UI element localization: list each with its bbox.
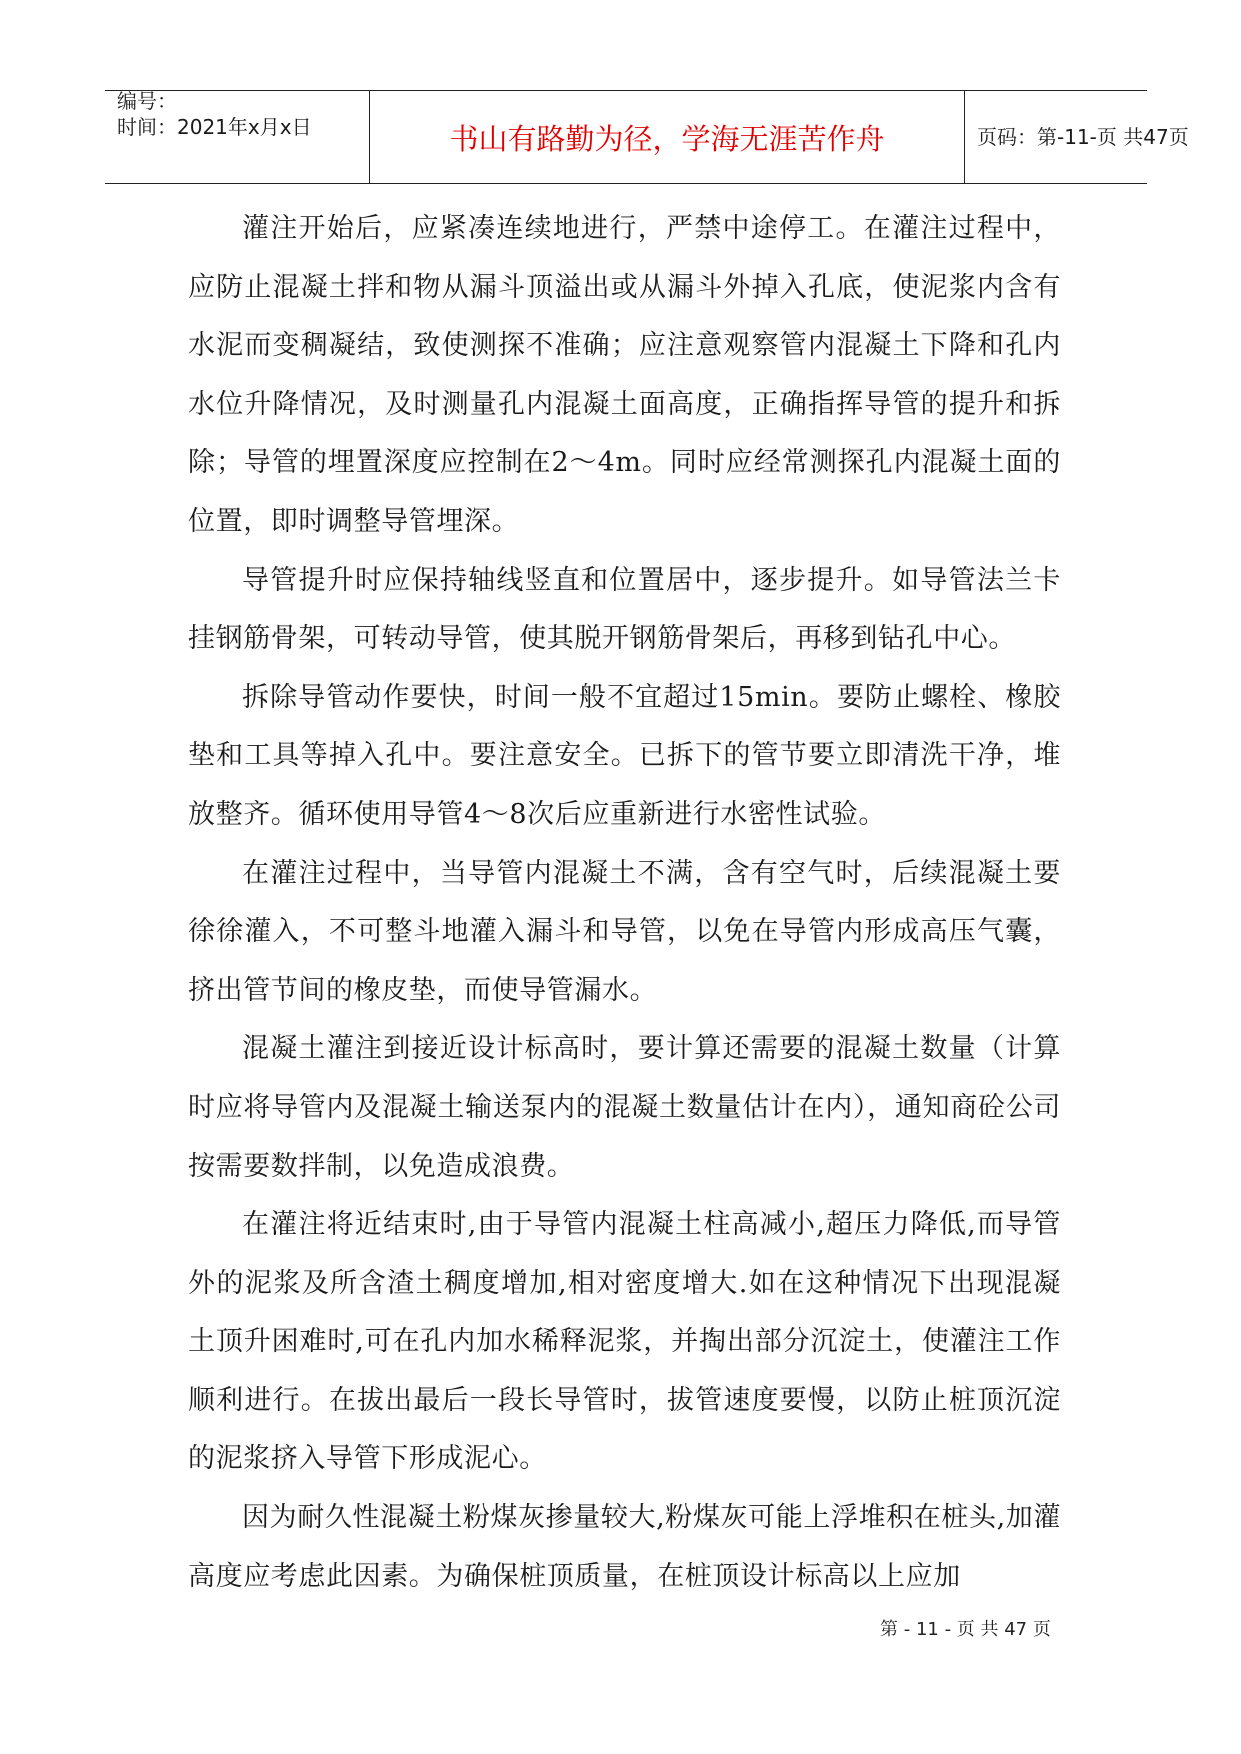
header-motto-cell — [369, 91, 965, 183]
paragraph-quantity-calc: 混凝土灌注到接近设计标高时，要计算还需要的混凝土数量（计算时应将导管内及混凝土输送泵内的混凝土数量估计在内），通知商砼公司按需要数拌制，以免造成浪费。 — [188, 1033, 1061, 1182]
time-label: 时间：2021年x月x日 — [117, 115, 312, 139]
serial-number-label: 编号： — [117, 89, 177, 113]
document-body — [188, 200, 1061, 1606]
motto-text: 书山有路勤为径，学海无涯苦作舟 — [449, 122, 885, 156]
paragraph-pipe-removal: 拆除导管动作要快，时间一般不宜超过15min。要防止螺栓、橡胶垫和工具等掉入孔中。要注意安全。已拆下的管节要立即清洗干净，堆放整齐。循环使用导管4～8次后应重新进行水密性试验。 — [188, 681, 1061, 830]
header-info-cell — [105, 91, 369, 183]
paragraph-fly-ash: 因为耐久性混凝土粉煤灰掺量较大,粉煤灰可能上浮堆积在桩头,加灌高度应考虑此因素。为确保桩顶质量，在桩顶设计标高以上应加 — [188, 1502, 1061, 1592]
paragraph-near-completion: 在灌注将近结束时,由于导管内混凝土柱高减小,超压力降低,而导管外的泥浆及所含渣土稠度增加,相对密度增大.如在这种情况下出现混凝土顶升困难时,可在孔内加水稀释泥浆，并掏出部分沉淀土，使灌注工作顺利进行。在拔出最后一段长导管时，拔管速度要慢，以防止桩顶沉淀的泥浆挤入导管下形成泥心。 — [188, 1209, 1061, 1475]
page-header — [105, 89, 1189, 184]
header-page-label: 页码：第-11-页 共47页 — [977, 125, 1189, 149]
paragraph-pouring-process: 灌注开始后，应紧凑连续地进行，严禁中途停工。在灌注过程中，应防止混凝土拌和物从漏斗顶溢出或从漏斗外掉入孔底，使泥浆内含有水泥而变稠凝结，致使测探不准确；应注意观察管内混凝土下降和孔内水位升降情况，及时测量孔内混凝土面高度，正确指挥导管的提升和拆除；导管的埋置深度应控制在2～4m。同时应经常测探孔内混凝土面的位置，即时调整导管埋深。 — [188, 213, 1061, 537]
page-footer: 第 - 11 - 页 共 47 页 — [880, 1619, 1051, 1640]
header-page-cell — [965, 91, 1189, 183]
paragraph-air-in-pipe: 在灌注过程中，当导管内混凝土不满，含有空气时，后续混凝土要徐徐灌入，不可整斗地灌入漏斗和导管，以免在导管内形成高压气囊，挤出管节间的橡皮垫，而使导管漏水。 — [188, 857, 1061, 1006]
paragraph-pipe-lifting: 导管提升时应保持轴线竖直和位置居中，逐步提升。如导管法兰卡挂钢筋骨架，可转动导管，使其脱开钢筋骨架后，再移到钻孔中心。 — [188, 564, 1061, 655]
